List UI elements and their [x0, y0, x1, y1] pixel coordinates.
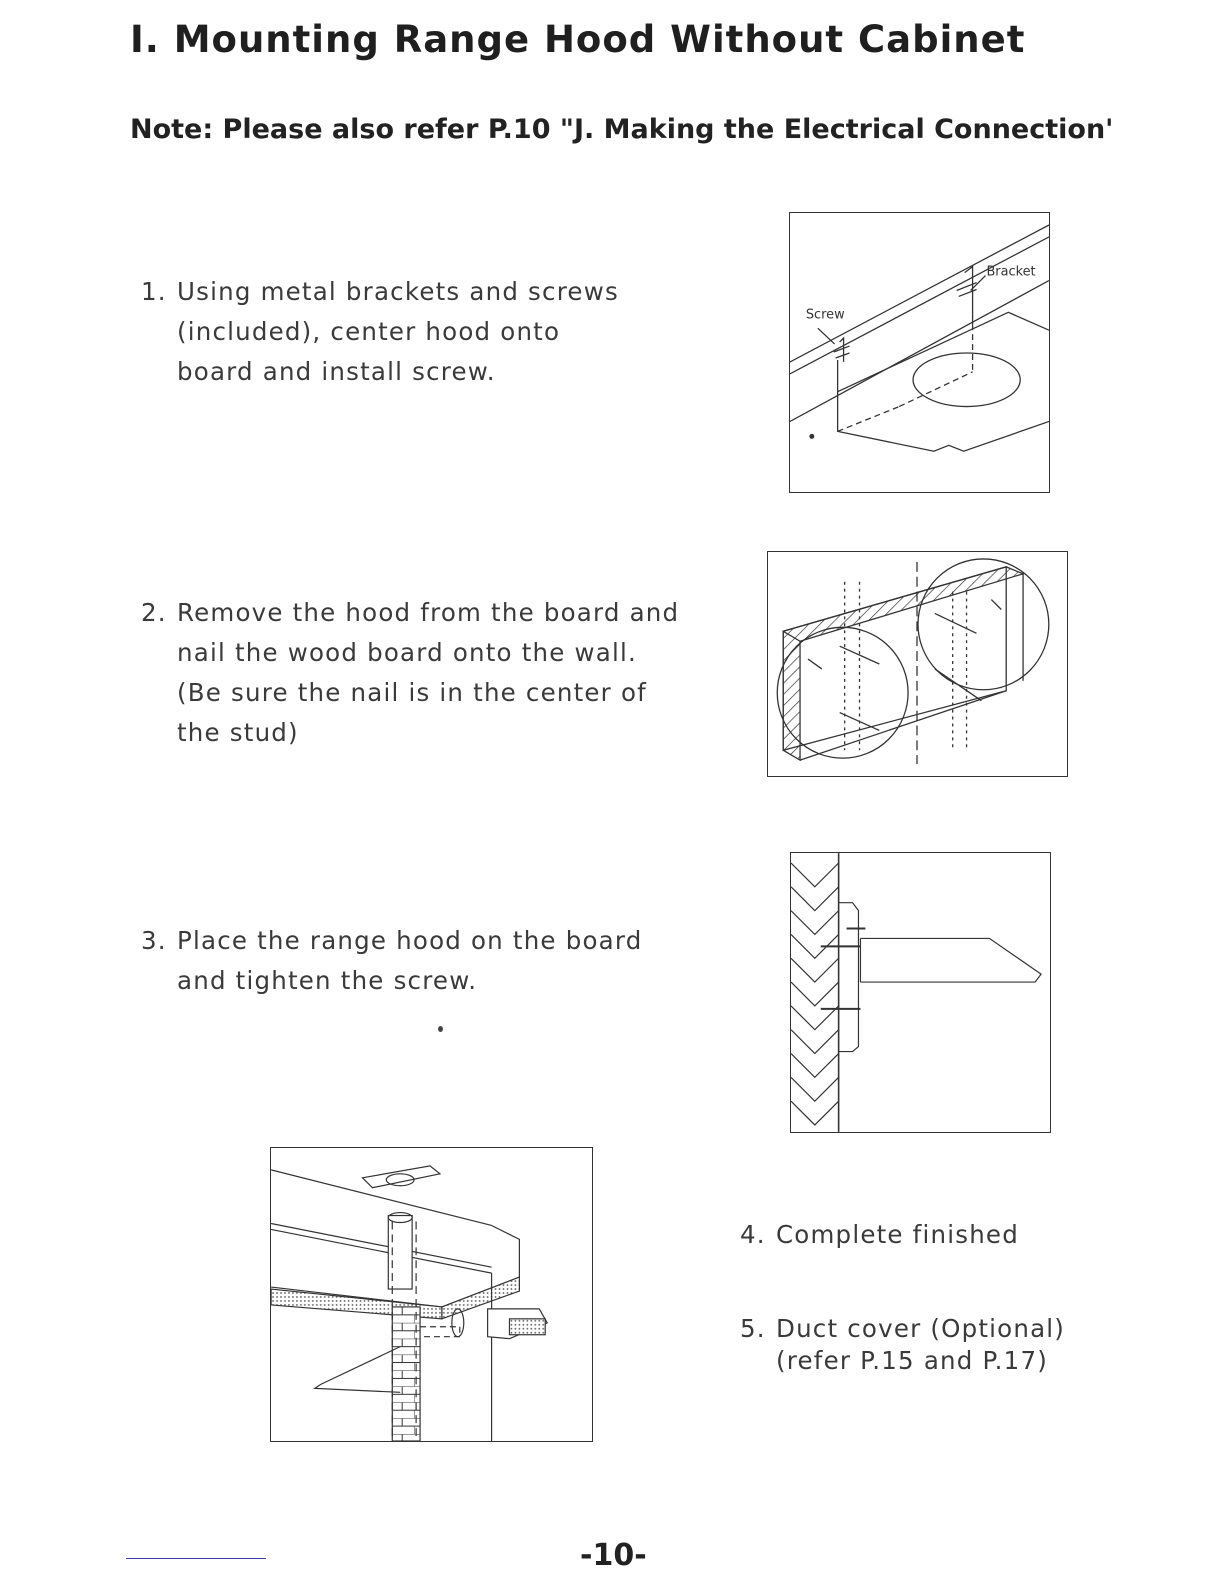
step-line: Complete finished	[776, 1220, 1019, 1249]
step-line: nail the wood board onto the wall.	[177, 638, 637, 667]
step-line: and tighten the screw.	[177, 966, 478, 995]
step-1	[141, 272, 619, 392]
step-line: Place the range hood on the board	[177, 926, 643, 955]
figure-complete-installation	[270, 1147, 593, 1442]
screw-label: Screw	[805, 307, 845, 323]
step-number: 2.	[141, 598, 167, 627]
figure-nail-board	[767, 551, 1068, 777]
hood-side-view-diagram	[791, 853, 1050, 1132]
step-number: 4.	[740, 1220, 766, 1249]
step-line: the stud)	[177, 718, 299, 747]
step-3	[141, 921, 642, 1001]
step-2	[141, 593, 679, 753]
step-line: Using metal brackets and screws	[177, 277, 619, 306]
note-text: Note: Please also refer P.10 "J. Making the Electrical Connection'	[130, 114, 1114, 145]
nail-board-diagram	[768, 552, 1067, 776]
page-title: I. Mounting Range Hood Without Cabinet	[130, 18, 1026, 61]
step-number: 5.	[740, 1314, 766, 1343]
bracket-screw-diagram	[790, 213, 1049, 492]
step-line: (Be sure the nail is in the center of	[177, 678, 647, 707]
step-line: board and install screw.	[177, 357, 496, 386]
step-line: Duct cover (Optional)	[776, 1314, 1066, 1343]
print-speck	[438, 1026, 443, 1032]
step-line: Remove the hood from the board and	[177, 598, 680, 627]
complete-installation-diagram	[271, 1148, 592, 1441]
figure-bracket-screw	[789, 212, 1050, 493]
step-number: 3.	[141, 926, 167, 955]
figure-hood-side-view	[790, 852, 1051, 1133]
step-5	[740, 1313, 1065, 1377]
step-4	[740, 1215, 1019, 1255]
footer-rule	[126, 1558, 266, 1559]
page-number: -10-	[580, 1538, 647, 1573]
step-line: (refer P.15 and P.17)	[776, 1346, 1048, 1375]
step-line: (included), center hood onto	[177, 317, 561, 346]
bracket-label: Bracket	[986, 264, 1036, 280]
step-number: 1.	[141, 277, 167, 306]
